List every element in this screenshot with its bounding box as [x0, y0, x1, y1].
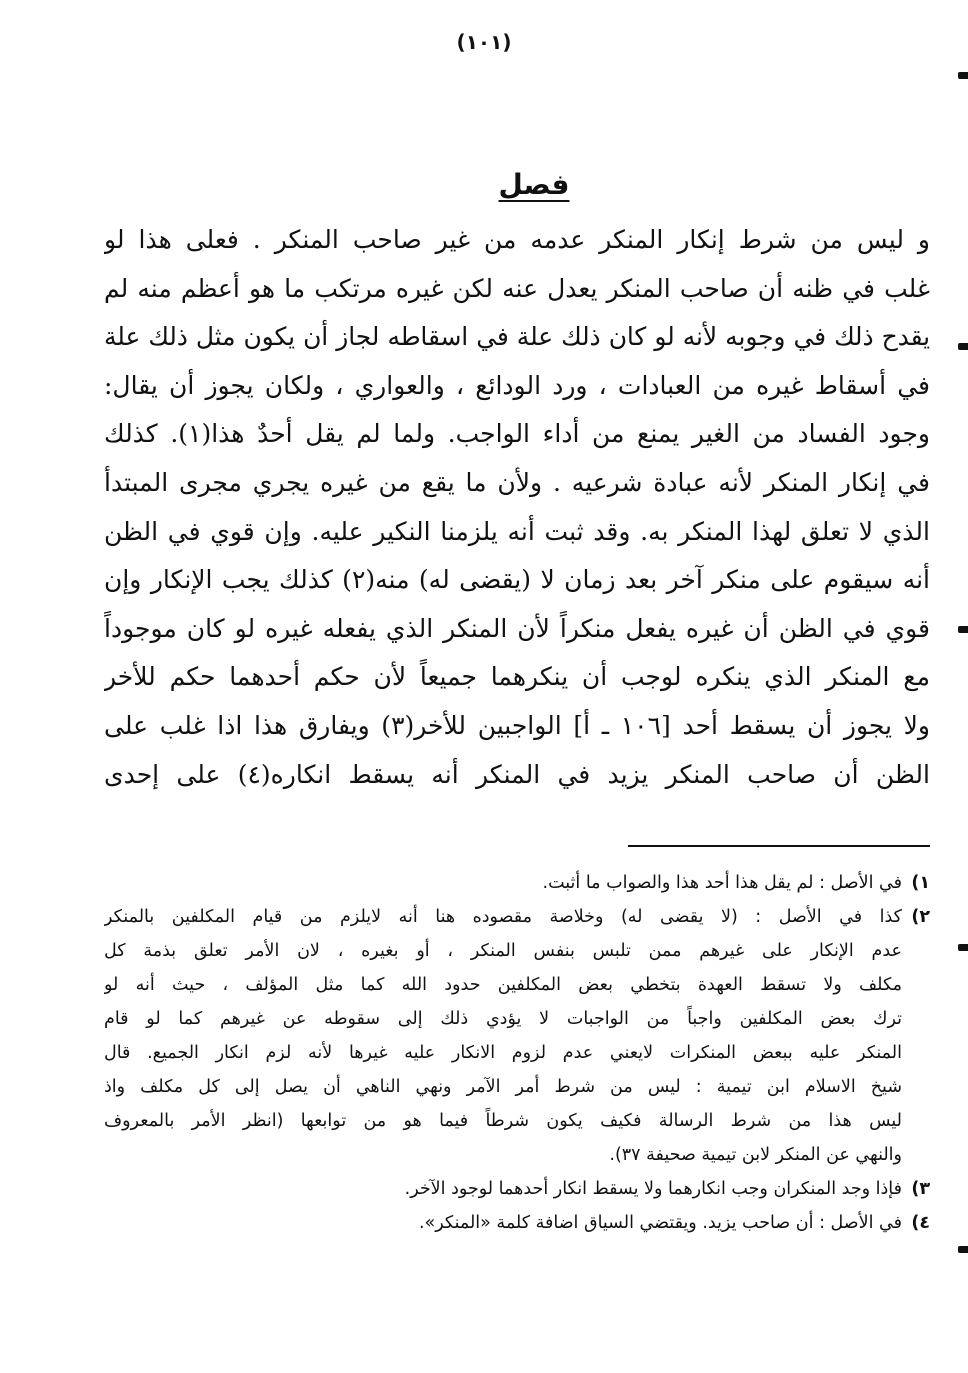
- body-line: أنه سيقوم على منكر آخر بعد زمان لا (يقضى له) منه(٢) كذلك يجب الإنكار وإن: [104, 565, 930, 595]
- body-paragraph: [104, 216, 930, 799]
- footnote-line: في الأصل : أن صاحب يزيد. ويقتضي السياق اضافة كلمة «المنكر».: [418, 1213, 902, 1233]
- body-line: الذي لا تعلق لهذا المنكر به. وقد ثبت أنه يلزمنا النكير عليه. وإن قوي في الظن: [104, 516, 930, 546]
- footnote-text: [104, 1172, 902, 1206]
- footnote-line: والنهي عن المنكر لابن تيمية صحيفة ٣٧).: [609, 1145, 902, 1165]
- footnote-line: عدم الإنكار على غيرهم ممن تلبس بنفس المنكر ، أو بغيره ، لان الأمر تعلق بذمة كل: [104, 941, 902, 961]
- margin-tick-mark: [958, 626, 968, 633]
- footnotes: [104, 866, 930, 1240]
- body-line: يقدح ذلك في وجوبه لأنه لو كان ذلك علة في اسقاطه لجاز أن يكون مثل ذلك علة: [104, 322, 930, 352]
- body-line: مع المنكر الذي ينكره لوجب أن ينكرهما جميعاً لأن حكم أحدهما حكم للأخر: [104, 662, 930, 692]
- body-line: قوي في الظن أن غيره يفعل منكراً لأن المنكر الذي يفعله غيره لو كان موجوداً: [104, 613, 930, 643]
- footnote-marker: ١): [911, 873, 930, 893]
- margin-tick-mark: [958, 1246, 968, 1253]
- footnote-marker: ٣): [911, 1179, 930, 1199]
- footnote-text: [104, 1206, 902, 1240]
- footnote-marker: ٢): [911, 907, 930, 927]
- footnote-4: [104, 1206, 930, 1240]
- footnote-line: مكلف ولا تسقط العهدة بتخطي بعض المكلفين حدود الله كما مثل المؤلف ، حيث أنه لو: [104, 975, 902, 995]
- body-line: في إنكار المنكر لأنه عبادة شرعيه . ولأن ما يقع من غيره يجري مجرى المبتدأ: [104, 467, 930, 497]
- margin-tick-mark: [958, 72, 968, 79]
- body-line: غلب في ظنه أن صاحب المنكر يعدل عنه لكن غيره مرتكب ما هو أعظم منه لم: [104, 273, 930, 303]
- footnote-marker: ٤): [911, 1213, 930, 1233]
- footnote-1: [104, 866, 930, 900]
- body-line: و ليس من شرط إنكار المنكر عدمه من غير صاحب المنكر . فعلى هذا لو: [104, 225, 930, 254]
- margin-tick-mark: [958, 343, 968, 350]
- page-number: (١٠١): [456, 30, 512, 54]
- body-line: في أسقاط غيره من العبادات ، ورد الودائع ، والعواري ، ولكان يجوز أن يقال:: [104, 370, 930, 400]
- footnote-3: [104, 1172, 930, 1206]
- footnote-line: في الأصل : لم يقل هذا أحد هذا والصواب ما أثبت.: [542, 873, 902, 893]
- footnote-line: كذا في الأصل : (لا يقضى له) وخلاصة مقصوده هنا أنه لايلزم من قيام المكلفين بالمنكر: [104, 907, 902, 927]
- section-title: فصل: [498, 168, 570, 201]
- footnote-separator: [628, 845, 930, 847]
- footnote-line: شيخ الاسلام ابن تيمية : ليس من شرط أمر الآمر ونهي الناهي أن يصل إلى كل مكلف واذ: [104, 1077, 902, 1097]
- body-line: الظن أن صاحب المنكر يزيد في المنكر أنه يسقط انكاره(٤) على إحدى: [104, 759, 930, 789]
- footnote-line: ترك بعض المكلفين واجباً من الواجبات لا يؤدي ذلك إلى سقوطه عن غيرهم كما لو قام: [104, 1009, 902, 1029]
- footnote-line: ليس هذا من شرط الرسالة فكيف يكون شرطاً فيما هو من توابعها (انظر الأمر بالمعروف: [104, 1111, 902, 1131]
- margin-tick-mark: [958, 944, 968, 951]
- body-line: ولا يجوز أن يسقط أحد [١٠٦ ـ أ] الواجبين للأخر(٣) ويفارق هذا اذا غلب على: [104, 710, 930, 740]
- footnote-line: المنكر عليه ببعض المنكرات لايعني عدم لزوم الانكار عليه غيرها لأنه لزم انكار الجميع. قال: [104, 1043, 902, 1063]
- footnote-text: [104, 866, 902, 900]
- footnote-text: [104, 900, 902, 1172]
- footnote-line: فإذا وجد المنكران وجب انكارهما ولا يسقط انكار أحدهما لوجود الآخر.: [404, 1179, 902, 1199]
- body-line: وجود الفساد من الغير يمنع من أداء الواجب. ولما لم يقل أحدٌ هذا(١). كذلك: [104, 419, 930, 449]
- footnote-2: [104, 900, 930, 1172]
